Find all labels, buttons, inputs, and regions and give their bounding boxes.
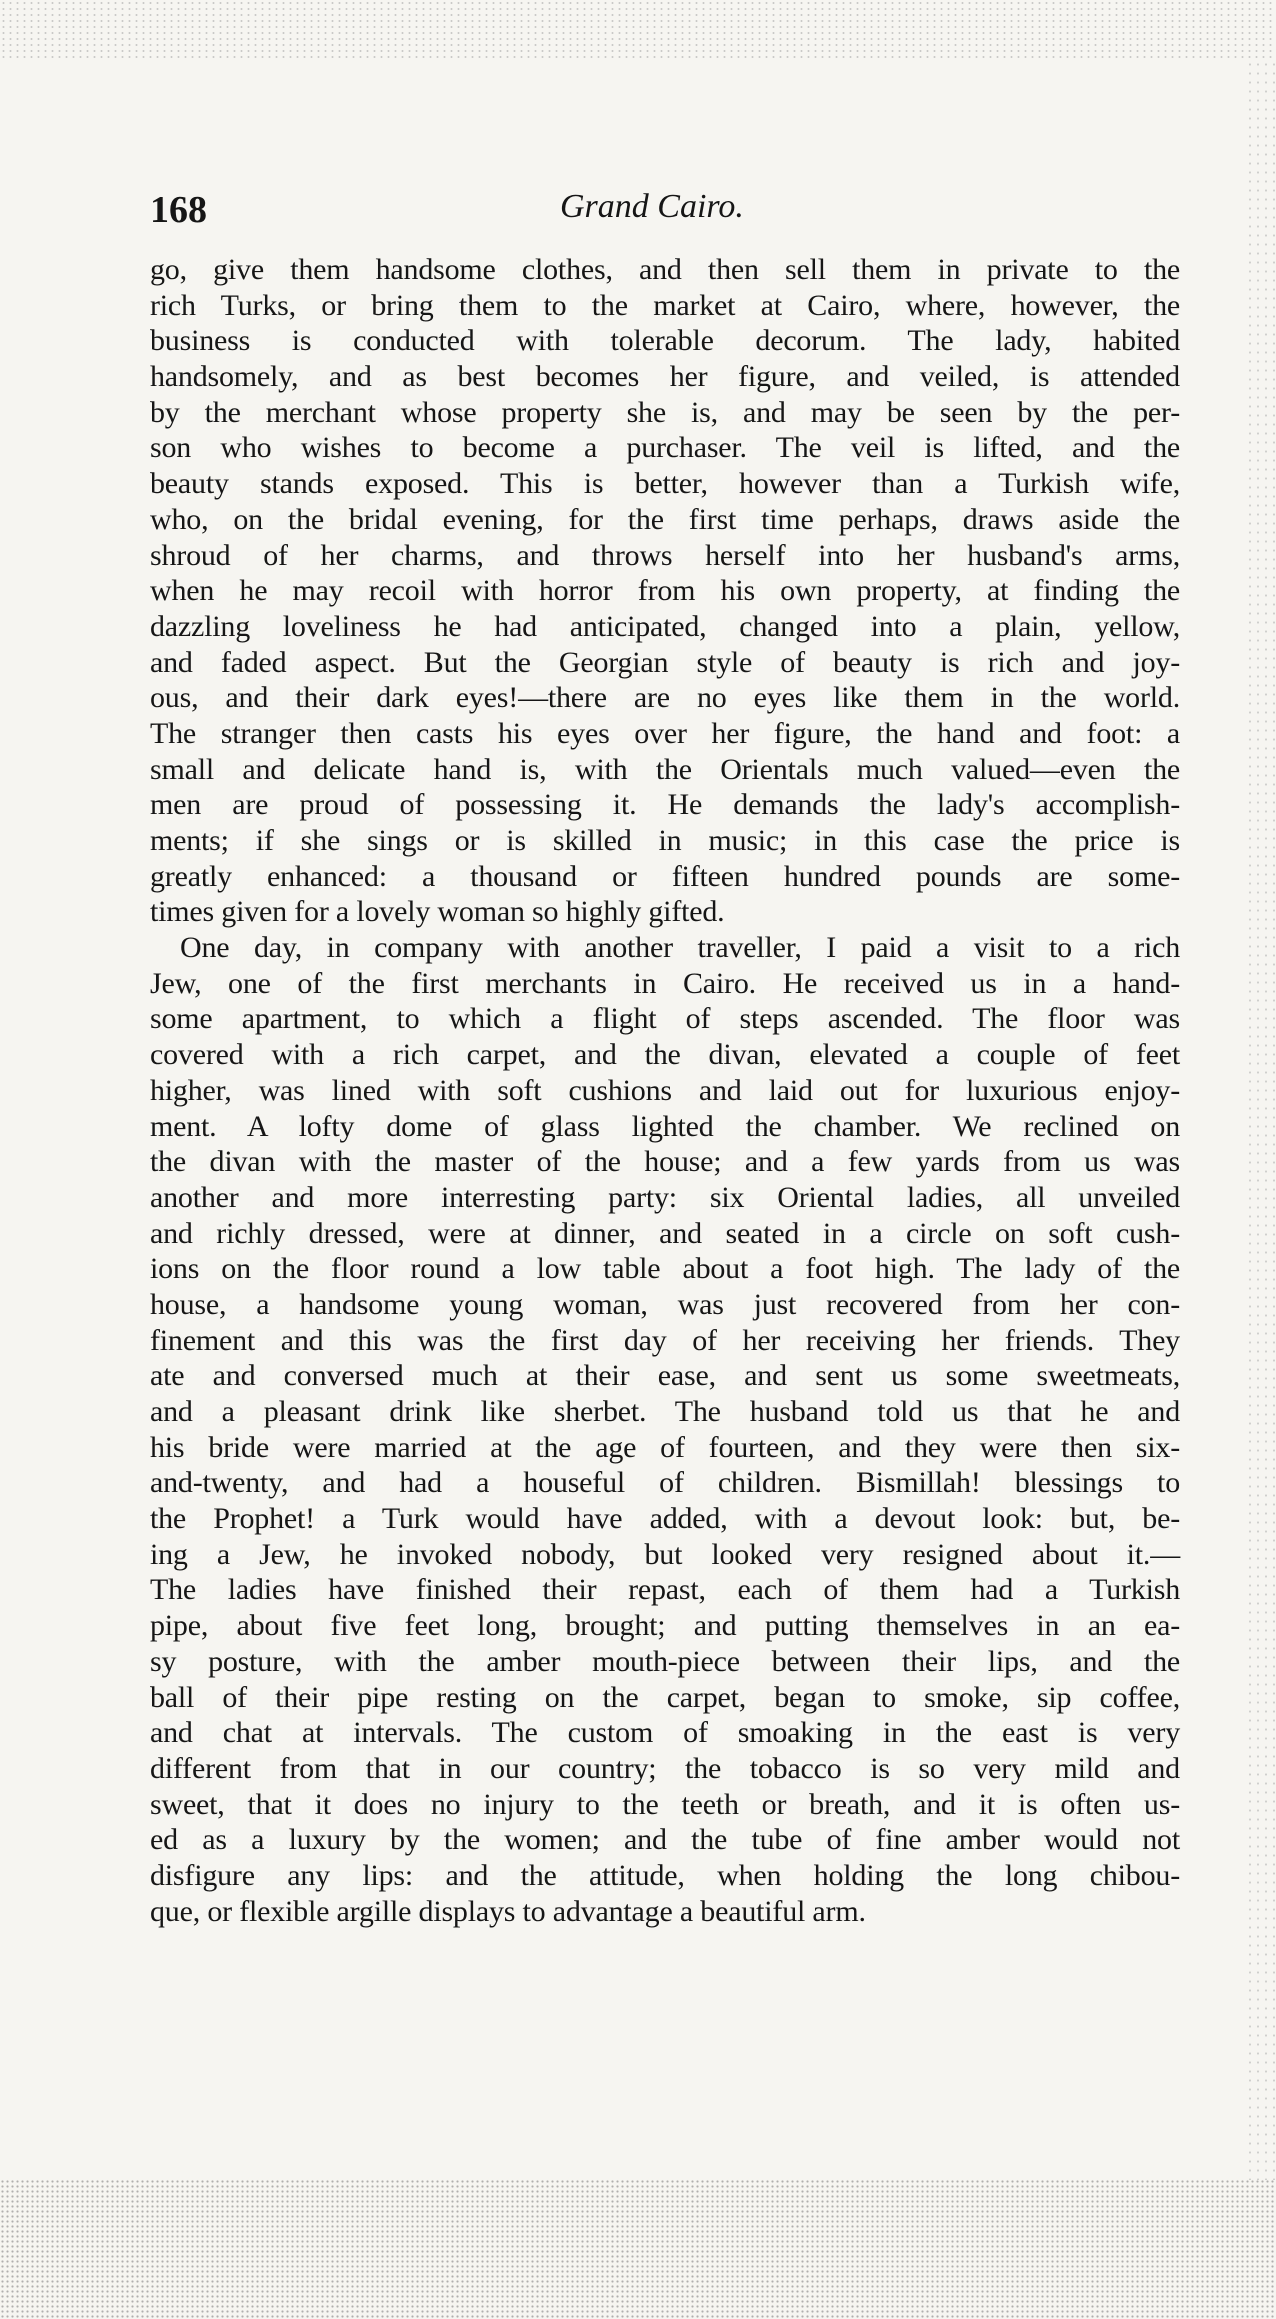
text-line: another and more interresting party: six Oriental ladies, all unveiled (150, 1180, 1180, 1214)
text-line: The stranger then casts his eyes over her figure, the hand and foot: a (150, 716, 1180, 750)
text-line: business is conducted with tolerable decorum. The lady, habited (150, 324, 1180, 358)
text-line: and chat at intervals. The custom of smoaking in the east is very (150, 1716, 1180, 1750)
text-line: men are proud of possessing it. He demands the lady's accomplish- (150, 788, 1180, 822)
text-line: sy posture, with the amber mouth-piece between their lips, and the (150, 1644, 1180, 1678)
text-line: sweet, that it does no injury to the teeth or breath, and it is often us- (150, 1787, 1180, 1821)
text-line: his bride were married at the age of fourteen, and they were then six- (150, 1430, 1180, 1464)
scan-noise-bottom (0, 2179, 1276, 2319)
text-line: when he may recoil with horror from his own property, at finding the (150, 574, 1180, 608)
text-line: ate and conversed much at their ease, and sent us some sweetmeats, (150, 1359, 1180, 1393)
page-number: 168 (150, 189, 207, 231)
text-line: higher, was lined with soft cushions and laid out for luxurious enjoy- (150, 1073, 1180, 1107)
text-line: who, on the bridal evening, for the first time perhaps, draws aside the (150, 502, 1180, 536)
text-line: small and delicate hand is, with the Orientals much valued—even the (150, 752, 1180, 786)
text-line: house, a handsome young woman, was just recovered from her con- (150, 1287, 1180, 1321)
text-line: son who wishes to become a purchaser. The veil is lifted, and the (150, 431, 1180, 465)
text-line: ments; if she sings or is skilled in music; in this case the price is (150, 824, 1180, 857)
text-line: que, or flexible argille displays to advantage a beautiful arm. (150, 1894, 866, 1928)
text-line: One day, in company with another traveller, I paid a visit to a rich (180, 931, 1180, 965)
text-line: and-twenty, and had a houseful of children. Bismillah! blessings to (150, 1466, 1180, 1500)
text-line: ment. A lofty dome of glass lighted the chamber. We reclined on (150, 1109, 1180, 1143)
text-line: some apartment, to which a flight of steps ascended. The floor was (150, 1002, 1180, 1036)
text-line: beauty stands exposed. This is better, however than a Turkish wife, (150, 467, 1180, 501)
page-header (150, 188, 1180, 238)
text-line: finement and this was the first day of her receiving her friends. They (150, 1323, 1180, 1357)
text-line: go, give them handsome clothes, and then sell them in private to the (150, 253, 1180, 286)
text-line: dazzling loveliness he had anticipated, changed into a plain, yellow, (150, 609, 1180, 643)
text-line: greatly enhanced: a thousand or fifteen hundred pounds are some- (150, 859, 1180, 893)
text-line: The ladies have finished their repast, each of them had a Turkish (150, 1573, 1180, 1607)
text-line: covered with a rich carpet, and the divan, elevated a couple of feet (150, 1038, 1180, 1072)
text-line: handsomely, and as best becomes her figure, and veiled, is attended (150, 360, 1180, 394)
text-line: ed as a luxury by the women; and the tube of fine amber would not (150, 1823, 1180, 1857)
text-line: pipe, about five feet long, brought; and putting themselves in an ea- (150, 1609, 1180, 1643)
text-line: Jew, one of the first merchants in Cairo. He received us in a hand- (150, 966, 1180, 1000)
text-line: ing a Jew, he invoked nobody, but looked very resigned about it.— (150, 1537, 1180, 1571)
text-line: disfigure any lips: and the attitude, when holding the long chibou- (150, 1858, 1180, 1892)
text-line: the Prophet! a Turk would have added, with a devout look: but, be- (150, 1502, 1180, 1536)
scan-noise-top (0, 0, 1276, 60)
text-line: ous, and their dark eyes!—there are no eyes like them in the world. (150, 681, 1180, 715)
text-line: and richly dressed, were at dinner, and seated in a circle on soft cush- (150, 1216, 1180, 1250)
text-line: and faded aspect. But the Georgian style of beauty is rich and joy- (150, 645, 1180, 679)
text-line: by the merchant whose property she is, and may be seen by the per- (150, 395, 1180, 429)
text-line: rich Turks, or bring them to the market at Cairo, where, however, the (150, 288, 1180, 322)
text-line: and a pleasant drink like sherbet. The husband told us that he and (150, 1395, 1180, 1428)
running-title: Grand Cairo. (560, 188, 744, 225)
text-line: times given for a lovely woman so highly gifted. (150, 895, 725, 929)
scan-noise-right (1246, 60, 1276, 2180)
text-line: ions on the floor round a low table about a foot high. The lady of the (150, 1252, 1180, 1286)
body-text (150, 252, 1180, 1929)
text-line: the divan with the master of the house; and a few yards from us was (150, 1145, 1180, 1179)
text-line: different from that in our country; the tobacco is so very mild and (150, 1751, 1180, 1785)
text-line: ball of their pipe resting on the carpet, began to smoke, sip coffee, (150, 1680, 1180, 1714)
text-line: shroud of her charms, and throws herself into her husband's arms, (150, 538, 1180, 572)
